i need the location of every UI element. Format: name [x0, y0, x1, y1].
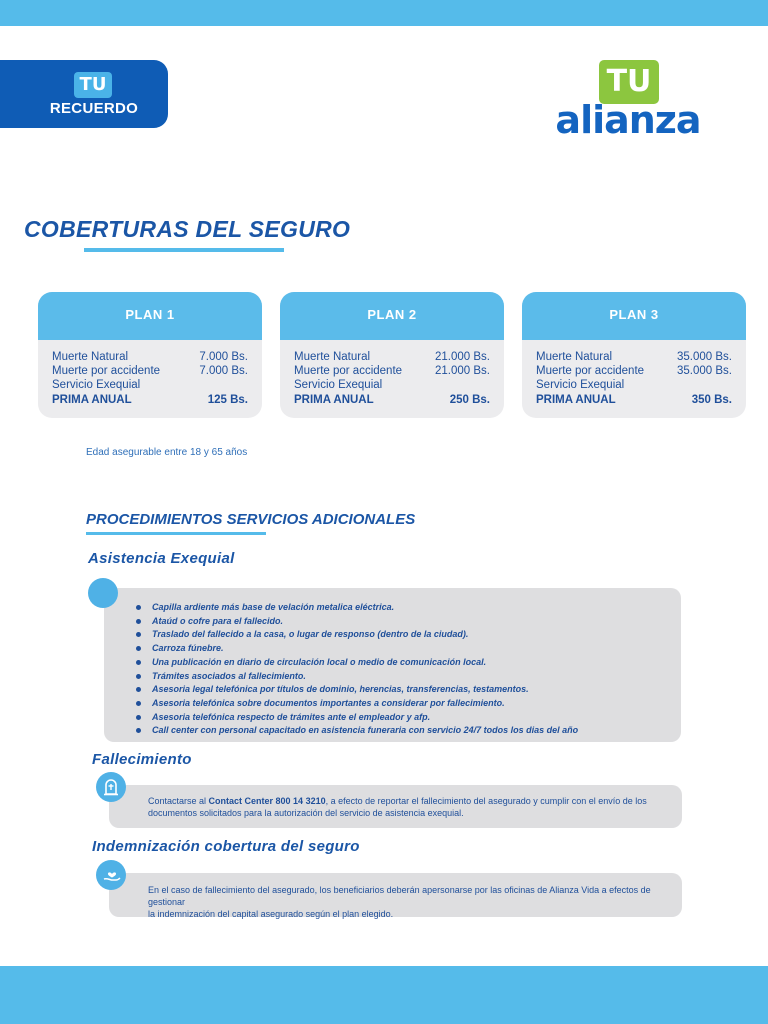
plan-header: PLAN 3 — [522, 292, 746, 340]
top-bar — [0, 0, 768, 26]
plan-header: PLAN 2 — [280, 292, 504, 340]
section-underline — [86, 532, 266, 535]
list-item: Una publicación en diario de circulación local o medio de comunicación local. — [136, 656, 578, 670]
indemnizacion-heading: Indemnización cobertura del seguro — [92, 838, 360, 855]
list-item: Trámites asociados al fallecimiento. — [136, 670, 578, 684]
plan-row: Muerte Natural 21.000 Bs. — [294, 351, 490, 363]
plan-row: Servicio Exequial — [536, 379, 625, 391]
fallecimiento-text: Contactarse al Contact Center 800 14 3210, a efecto de reportar el fallecimiento del asegurado y cumplir con el envío de los documentos solicitados para la autorización del servicio de asistencia exequial. — [148, 796, 647, 818]
plan-row: Muerte por accidente 35.000 Bs. — [536, 365, 732, 377]
plan-row: Servicio Exequial — [294, 379, 383, 391]
plan-prima-row: PRIMA ANUAL 350 Bs. — [536, 394, 732, 406]
tu-recuerdo-name: RECUERDO — [49, 100, 139, 117]
tu-recuerdo-logo — [0, 60, 168, 128]
list-item: Capilla ardiente más base de velación metalica eléctrica. — [136, 601, 578, 615]
hand-heart-icon — [96, 860, 126, 890]
fallecimiento-heading: Fallecimiento — [92, 751, 192, 768]
asistencia-list — [136, 601, 578, 738]
title-underline — [84, 248, 284, 252]
bottom-bar — [0, 966, 768, 1024]
indemnizacion-text: En el caso de fallecimiento del asegurado, los beneficiarios deberán apersonarse por las oficinas de Alianza Vida a efectos de gestionar la indemnización del capital asegurado según el plan elegido. — [148, 885, 651, 919]
tu-alianza-logo — [530, 60, 726, 142]
contact-center-number: Contact Center 800 14 3210 — [208, 796, 326, 806]
tu-alianza-name: alianza — [555, 98, 701, 142]
list-item: Traslado del fallecido a la casa, o lugar de responso (dentro de la ciudad). — [136, 628, 578, 642]
plan-prima-row: PRIMA ANUAL 250 Bs. — [294, 394, 490, 406]
page-title: COBERTURAS DEL SEGURO — [24, 216, 351, 242]
tombstone-icon — [96, 772, 126, 802]
list-item: Call center con personal capacitado en asistencia funeraria con servicio 24/7 todos los dias del año — [136, 724, 578, 738]
plan-card-1 — [38, 292, 262, 418]
plan-row: Muerte por accidente 7.000 Bs. — [52, 365, 248, 377]
list-item: Asesoria telefónica respecto de trámites ante el empleador y afp. — [136, 711, 578, 725]
asistencia-heading: Asistencia Exequial — [88, 550, 235, 567]
plan-card-2 — [280, 292, 504, 418]
plan-row: Muerte Natural 7.000 Bs. — [52, 351, 248, 363]
list-item: Asesoria legal telefónica por títulos de dominio, herencias, transferencias, testamentos. — [136, 683, 578, 697]
plan-header: PLAN 1 — [38, 292, 262, 340]
plan-card-3 — [522, 292, 746, 418]
plan-row: Muerte por accidente 21.000 Bs. — [294, 365, 490, 377]
plan-prima-row: PRIMA ANUAL 125 Bs. — [52, 394, 248, 406]
list-item: Asesoria telefónica sobre documentos importantes a considerar por fallecimiento. — [136, 697, 578, 711]
asistencia-circle-icon — [88, 578, 118, 608]
plan-row: Servicio Exequial — [52, 379, 141, 391]
list-item: Ataúd o cofre para el fallecido. — [136, 615, 578, 629]
procedimientos-title: PROCEDIMIENTOS SERVICIOS ADICIONALES — [86, 511, 416, 528]
plan-row: Muerte Natural 35.000 Bs. — [536, 351, 732, 363]
tu-recuerdo-tu-badge: TU — [74, 72, 112, 98]
tu-alianza-tu-badge: TU — [599, 60, 659, 104]
list-item: Carroza fúnebre. — [136, 642, 578, 656]
edad-note: Edad asegurable entre 18 y 65 años — [86, 447, 248, 458]
